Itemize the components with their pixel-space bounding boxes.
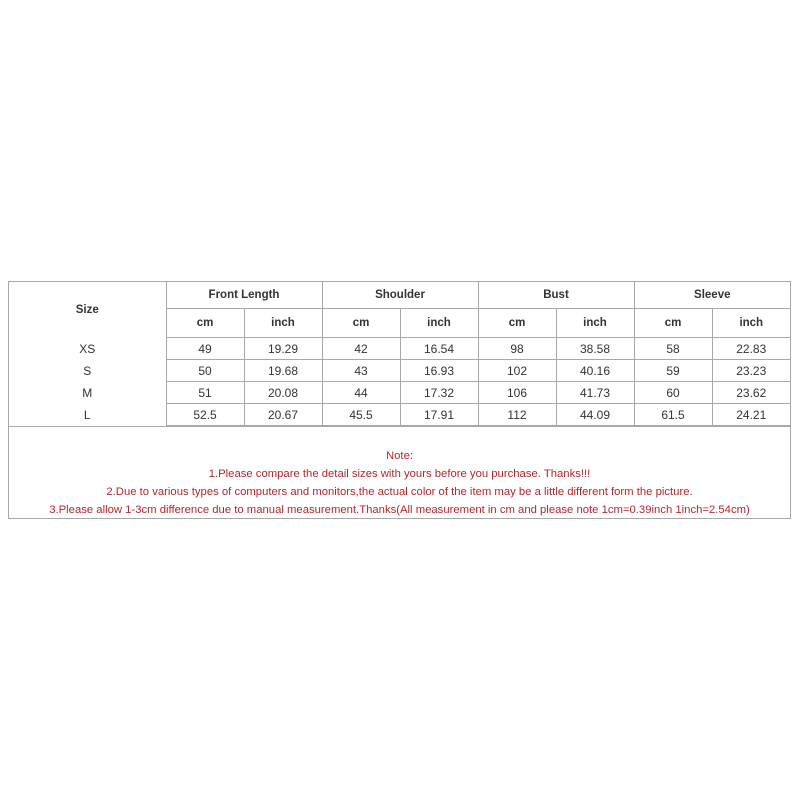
table-cell: 24.21 [712, 404, 790, 426]
table-cell: 16.54 [400, 338, 478, 360]
group-header-sleeve: Sleeve [634, 282, 790, 309]
table-cell: 19.29 [244, 338, 322, 360]
table-cell: 59 [634, 360, 712, 382]
notes-title: Note: [385, 450, 413, 462]
table-row [9, 360, 790, 382]
table-cell: 44 [322, 382, 400, 404]
unit-header: inch [244, 309, 322, 338]
note-line: 1.Please compare the detail sizes with yours before you purchase. Thanks!!! [208, 468, 591, 480]
table-cell: 23.23 [712, 360, 790, 382]
unit-header: cm [166, 309, 244, 338]
table-cell: 102 [478, 360, 556, 382]
table-cell: 52.5 [166, 404, 244, 426]
table-cell: 20.67 [244, 404, 322, 426]
table-row [9, 404, 790, 426]
unit-header: inch [400, 309, 478, 338]
size-cell: XS [9, 338, 166, 360]
unit-header: cm [634, 309, 712, 338]
group-header-front-length: Front Length [166, 282, 322, 309]
table-cell: 17.32 [400, 382, 478, 404]
table-cell: 49 [166, 338, 244, 360]
size-cell: L [9, 404, 166, 426]
table-cell: 50 [166, 360, 244, 382]
size-table [9, 282, 790, 426]
table-cell: 41.73 [556, 382, 634, 404]
header-row-groups [9, 282, 790, 309]
table-cell: 98 [478, 338, 556, 360]
table-cell: 44.09 [556, 404, 634, 426]
table-cell: 20.08 [244, 382, 322, 404]
table-cell: 51 [166, 382, 244, 404]
group-header-shoulder: Shoulder [322, 282, 478, 309]
size-cell: M [9, 382, 166, 404]
table-cell: 16.93 [400, 360, 478, 382]
table-cell: 38.58 [556, 338, 634, 360]
unit-header: inch [712, 309, 790, 338]
table-cell: 112 [478, 404, 556, 426]
table-cell: 23.62 [712, 382, 790, 404]
notes-section [9, 426, 790, 519]
unit-header: inch [556, 309, 634, 338]
note-line: 3.Please allow 1-3cm difference due to manual measurement.Thanks(All measurement in cm and please note 1cm=0.39inch 1inch=2.54cm) [49, 504, 750, 516]
table-cell: 60 [634, 382, 712, 404]
table-cell: 58 [634, 338, 712, 360]
note-line: 2.Due to various types of computers and monitors,the actual color of the item may be a little different form the picture. [106, 486, 693, 498]
table-cell: 45.5 [322, 404, 400, 426]
table-cell: 19.68 [244, 360, 322, 382]
table-cell: 61.5 [634, 404, 712, 426]
unit-header: cm [478, 309, 556, 338]
table-cell: 43 [322, 360, 400, 382]
table-row [9, 338, 790, 360]
table-cell: 40.16 [556, 360, 634, 382]
table-cell: 17.91 [400, 404, 478, 426]
table-cell: 42 [322, 338, 400, 360]
size-chart [8, 281, 791, 519]
group-header-bust: Bust [478, 282, 634, 309]
size-cell: S [9, 360, 166, 382]
table-cell: 106 [478, 382, 556, 404]
unit-header: cm [322, 309, 400, 338]
table-row [9, 382, 790, 404]
table-cell: 22.83 [712, 338, 790, 360]
size-column-header: Size [9, 282, 166, 338]
